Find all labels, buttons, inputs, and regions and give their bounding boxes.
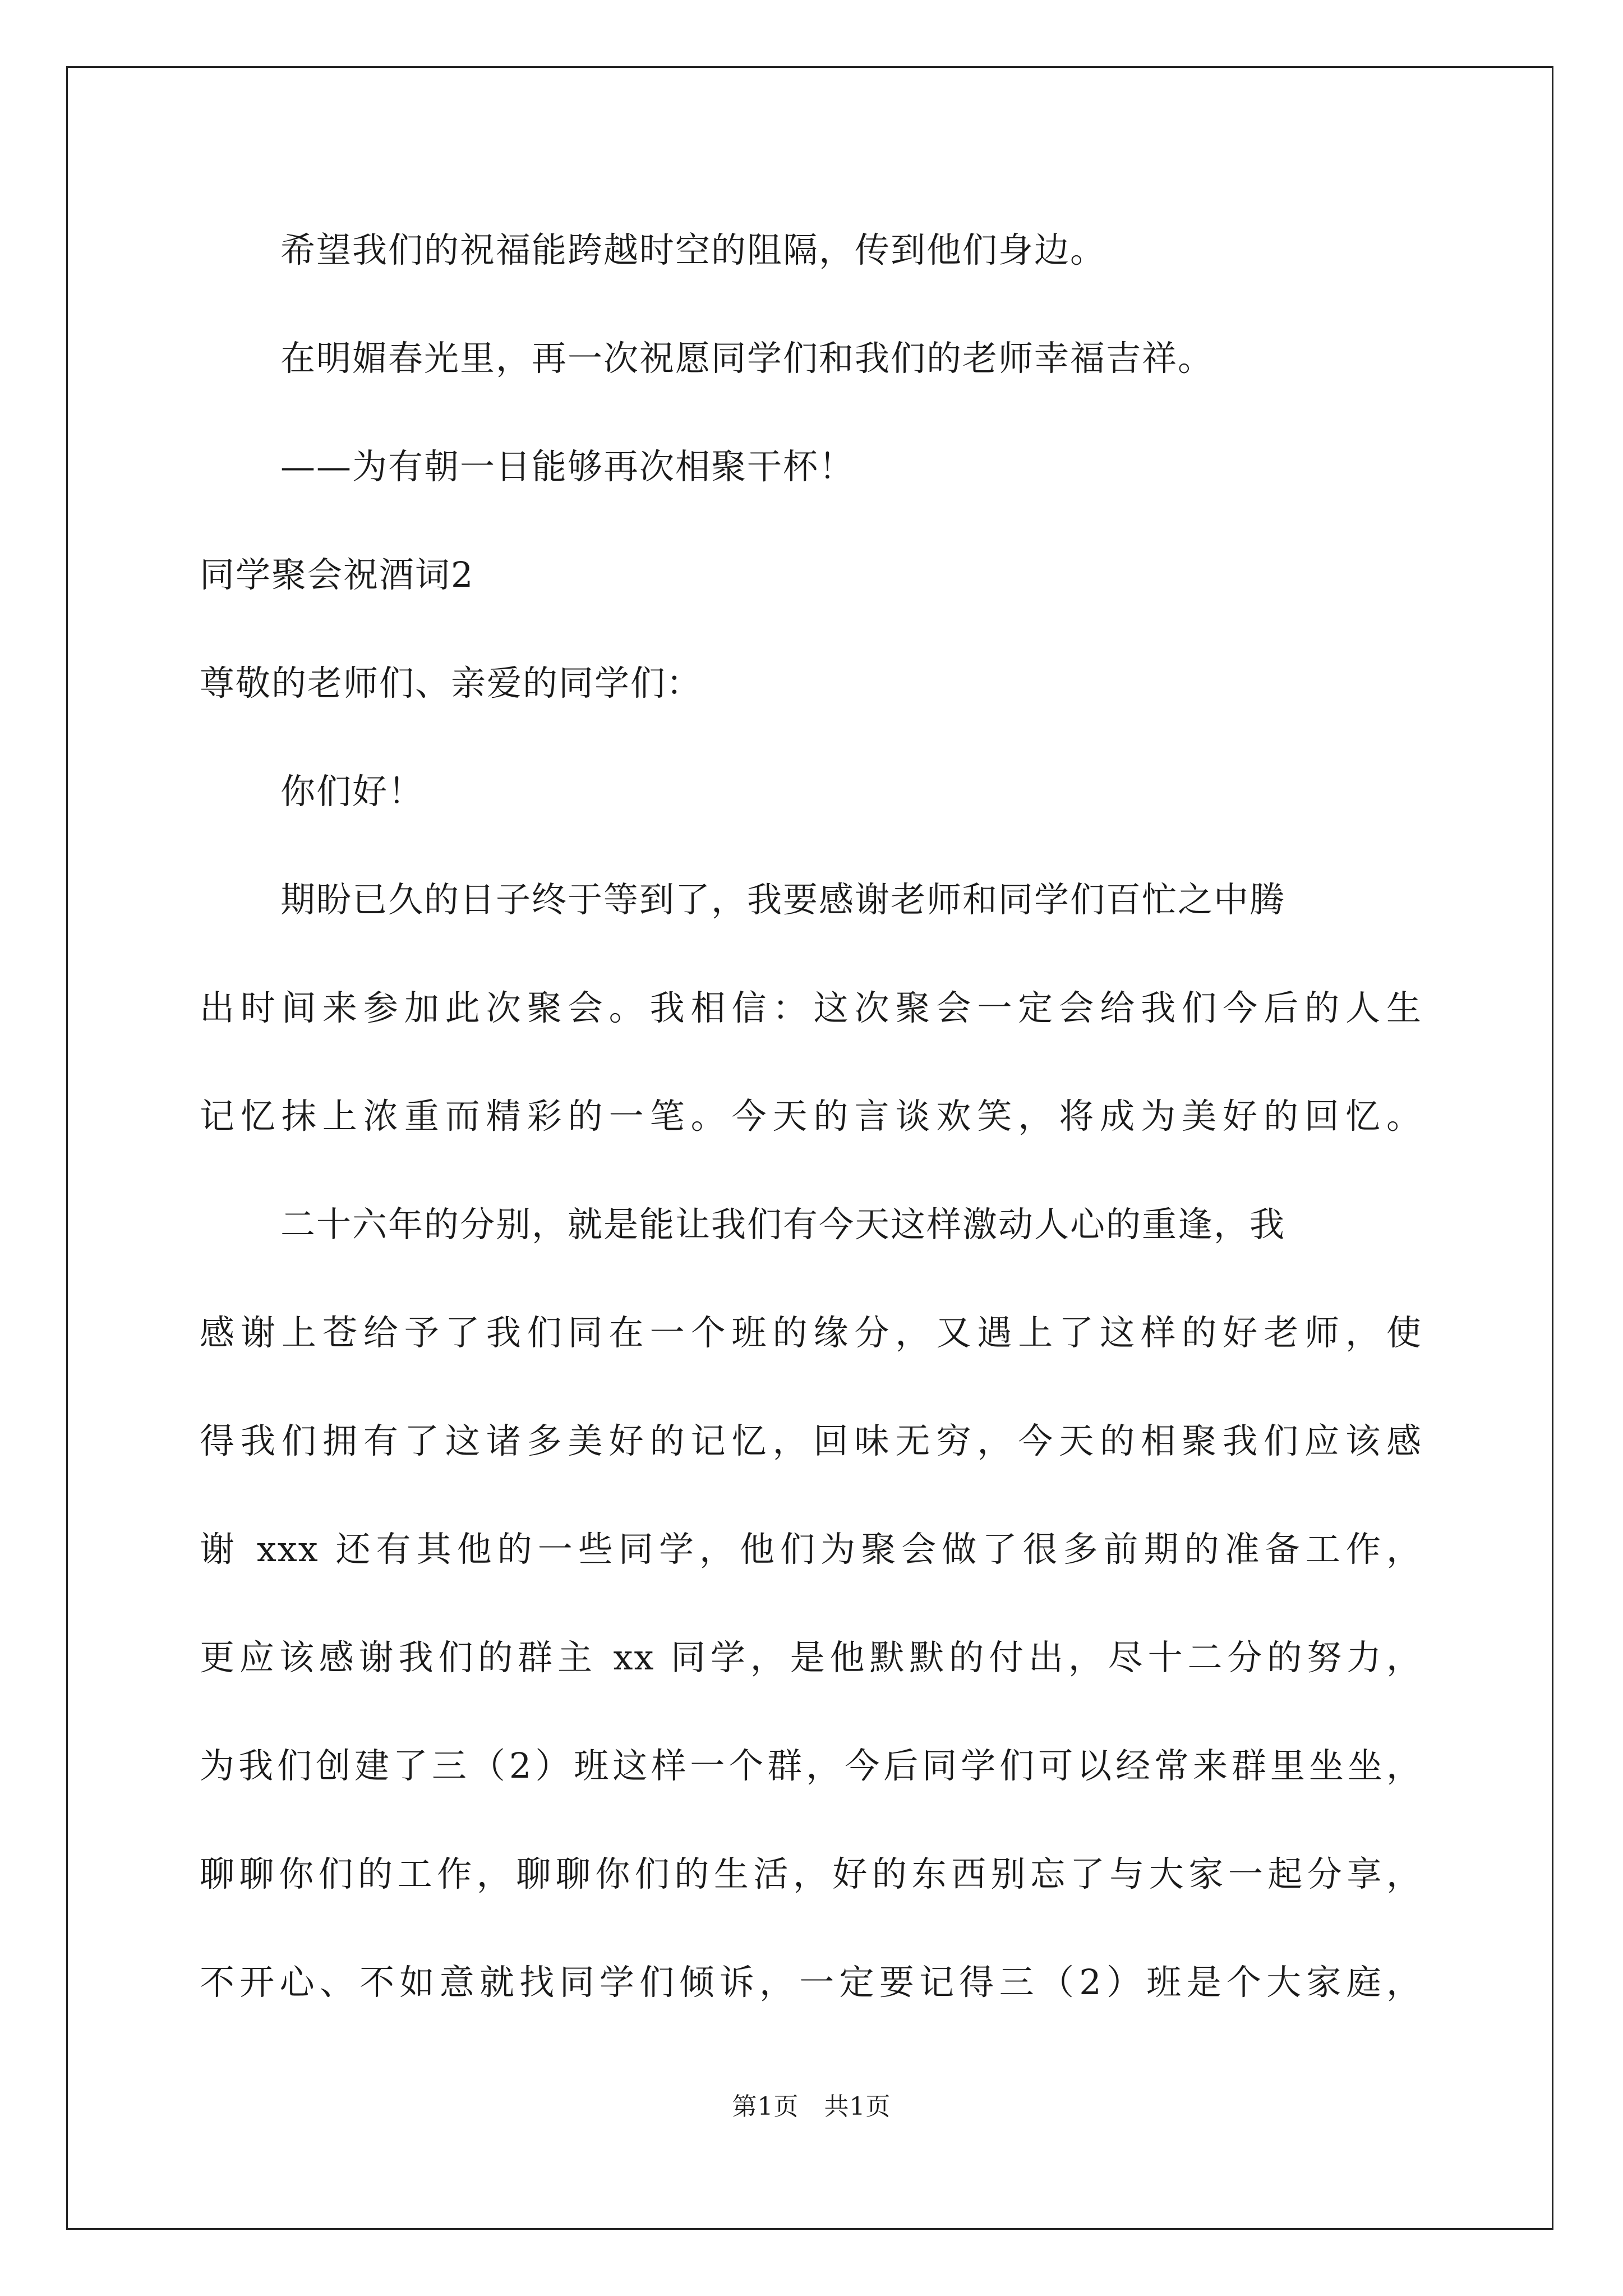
section-title: 同学聚会祝酒词2 xyxy=(200,554,474,595)
page-border xyxy=(66,66,1553,2230)
paragraph-line: 希望我们的祝福能跨越时空的阻隔，传到他们身边。 xyxy=(280,229,1106,270)
paragraph-line: 出时间来参加此次聚会。我相信：这次聚会一定会给我们今后的人生 xyxy=(200,987,1422,1028)
page-number-footer: 第1页 共1页 xyxy=(732,2092,891,2121)
paragraph-line: 在明媚春光里，再一次祝愿同学们和我们的老师幸福吉祥。 xyxy=(280,338,1214,379)
paragraph-line: 谢 xxx 还有其他的一些同学，他们为聚会做了很多前期的准备工作， xyxy=(200,1529,1422,1570)
paragraph-line: 得我们拥有了这诸多美好的记忆，回味无穷，今天的相聚我们应该感 xyxy=(200,1420,1422,1461)
paragraph-line: 为我们创建了三（2）班这样一个群，今后同学们可以经常来群里坐坐， xyxy=(200,1745,1422,1786)
paragraph-line: 记忆抹上浓重而精彩的一笔。今天的言谈欢笑，将成为美好的回忆。 xyxy=(200,1096,1422,1137)
paragraph-line: 二十六年的分别，就是能让我们有今天这样激动人心的重逢，我 xyxy=(280,1204,1286,1245)
greeting: 你们好！ xyxy=(280,771,425,812)
salutation: 尊敬的老师们、亲爱的同学们： xyxy=(200,662,703,703)
paragraph-line: 聊聊你们的工作，聊聊你们的生活，好的东西别忘了与大家一起分享， xyxy=(200,1853,1422,1894)
paragraph-line: 不开心、不如意就找同学们倾诉，一定要记得三（2）班是个大家庭， xyxy=(200,1962,1422,2003)
paragraph-line: ——为有朝一日能够再次相聚干杯！ xyxy=(280,446,855,487)
paragraph-line: 更应该感谢我们的群主 xx 同学，是他默默的付出，尽十二分的努力， xyxy=(200,1637,1422,1678)
paragraph-line: 感谢上苍给予了我们同在一个班的缘分，又遇上了这样的好老师，使 xyxy=(200,1312,1422,1353)
paragraph-line: 期盼已久的日子终于等到了，我要感谢老师和同学们百忙之中腾 xyxy=(280,879,1286,920)
